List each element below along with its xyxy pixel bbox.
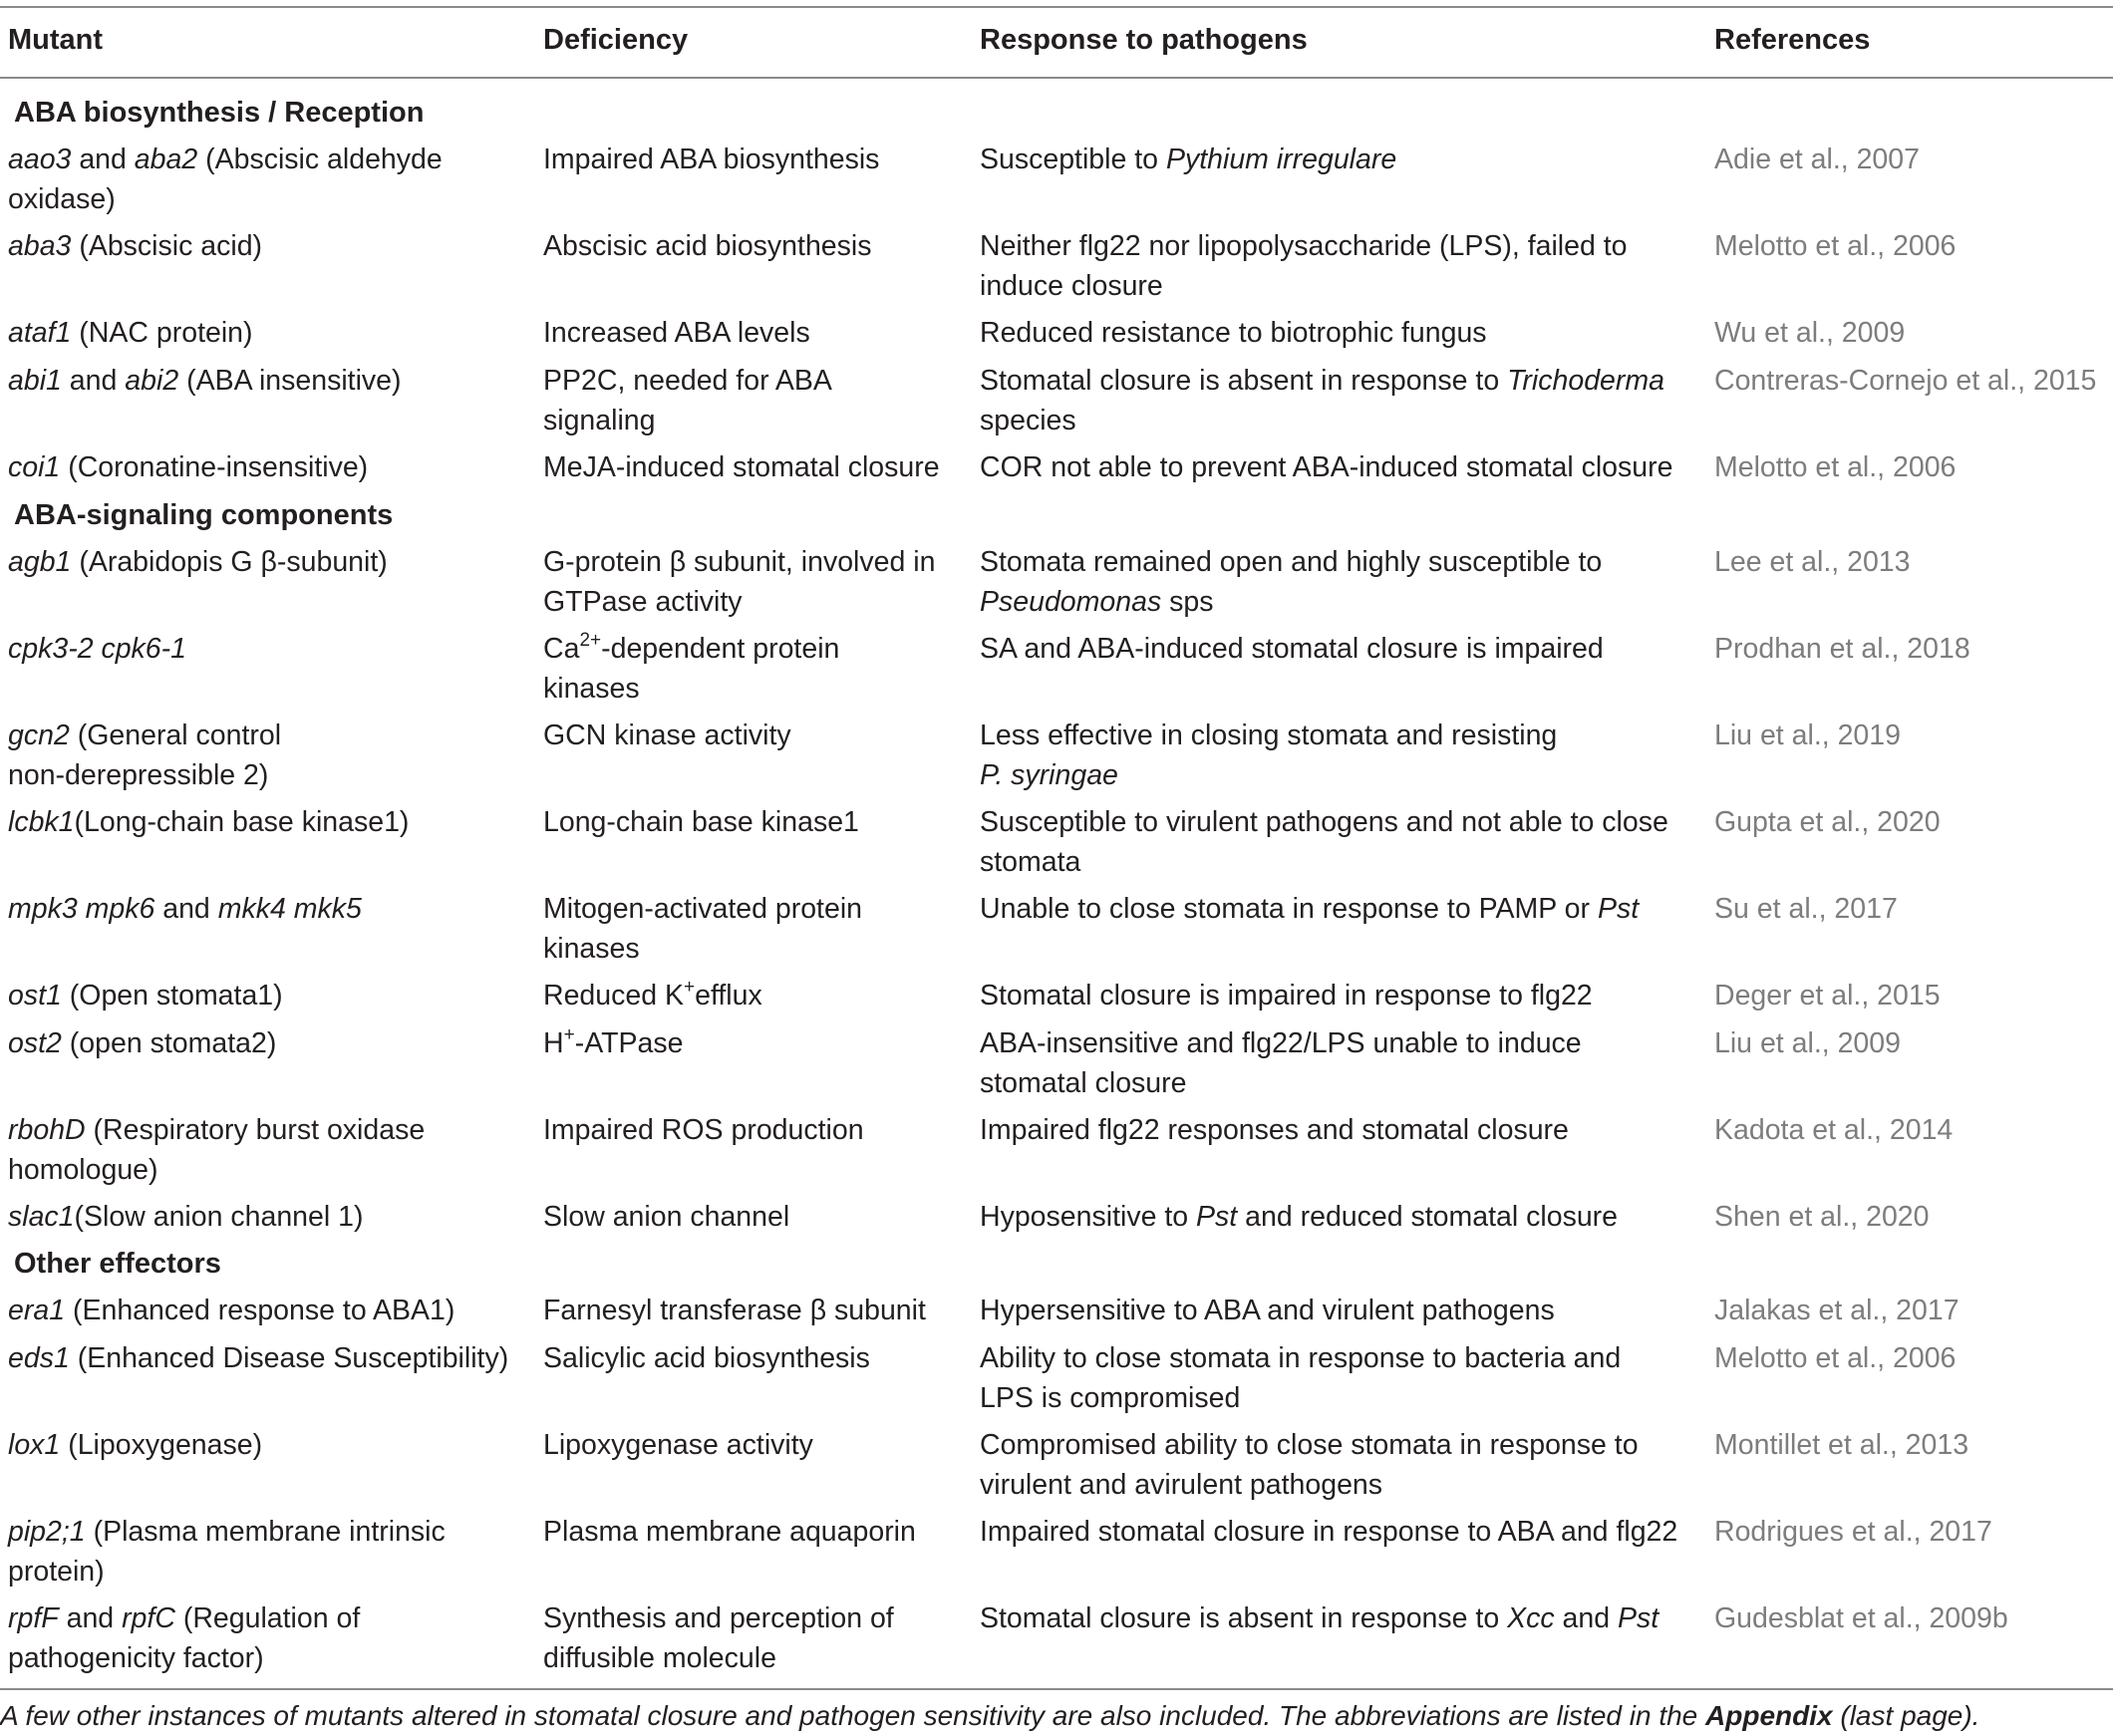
- mutant-cell: agb1 (Arabidopis G β-subunit): [8, 546, 388, 578]
- reference-cell: Liu et al., 2009: [1714, 1027, 1901, 1059]
- header-response: Response to pathogens: [980, 24, 1308, 56]
- response-cell: Hyposensitive to Pst and reduced stomatal closure: [980, 1201, 1619, 1233]
- reference-cell: Liu et al., 2019: [1714, 720, 1901, 751]
- deficiency-cell: Long-chain base kinase1: [543, 806, 859, 838]
- mutant-cell: ost2 (open stomata2): [8, 1027, 277, 1059]
- response-cell: Ability to close stomata in response to bacteria and LPS is compromised: [980, 1342, 1622, 1414]
- response-cell: COR not able to prevent ABA-induced stomatal closure: [980, 451, 1673, 483]
- deficiency-cell: GCN kinase activity: [543, 720, 791, 751]
- mutant-cell: cpk3-2 cpk6-1: [8, 633, 187, 665]
- deficiency-cell: Farnesyl transferase β subunit: [543, 1295, 926, 1326]
- reference-cell: Melotto et al., 2006: [1714, 230, 1957, 262]
- section-aba-signaling: ABA-signaling components: [14, 499, 394, 531]
- mutant-cell: lox1 (Lipoxygenase): [8, 1429, 263, 1461]
- reference-cell: Adie et al., 2007: [1714, 144, 1920, 175]
- reference-cell: Melotto et al., 2006: [1714, 1342, 1957, 1374]
- mutant-cell: eds1 (Enhanced Disease Susceptibility): [8, 1342, 509, 1374]
- reference-cell: Prodhan et al., 2018: [1714, 633, 1970, 665]
- reference-cell: Gudesblat et al., 2009b: [1714, 1602, 2008, 1634]
- response-cell: Hypersensitive to ABA and virulent pathogens: [980, 1295, 1555, 1326]
- mutant-cell: ost1 (Open stomata1): [8, 980, 283, 1012]
- mutant-cell: coi1 (Coronatine-insensitive): [8, 451, 369, 483]
- deficiency-cell: Reduced K+efflux: [543, 977, 762, 1012]
- mutant-cell: gcn2 (General control non-derepressible 2): [8, 720, 282, 791]
- response-cell: Susceptible to Pythium irregulare: [980, 144, 1397, 175]
- mutant-cell: rpfF and rpfC (Regulation of pathogenicity factor): [8, 1602, 361, 1674]
- reference-cell: Montillet et al., 2013: [1714, 1429, 1969, 1461]
- deficiency-cell: $Ca^{2+}$-dependent protein kinases: [543, 630, 840, 705]
- deficiency-cell: PP2C, needed for ABA signaling: [543, 365, 832, 436]
- response-cell: Reduced resistance to biotrophic fungus: [980, 317, 1487, 349]
- bottom-rule: [0, 1688, 2113, 1690]
- mutant-cell: lcbk1(Long-chain base kinase1): [8, 806, 410, 838]
- deficiency-cell: Slow anion channel: [543, 1201, 790, 1233]
- response-cell: Stomatal closure is absent in response to Trichoderma species: [980, 365, 1664, 436]
- deficiency-cell: Abscisic acid biosynthesis: [543, 230, 872, 262]
- deficiency-cell: Impaired ROS production: [543, 1114, 864, 1146]
- response-cell: Stomatal closure is absent in response to Xcc and Pst: [980, 1602, 1660, 1634]
- section-aba-biosynthesis: ABA biosynthesis / Reception: [14, 97, 425, 129]
- section-other-effectors: Other effectors: [14, 1248, 221, 1280]
- response-cell: Compromised ability to close stomata in response to virulent and avirulent pathogens: [980, 1429, 1639, 1501]
- mutant-cell: era1 (Enhanced response to ABA1): [8, 1295, 455, 1326]
- mutant-cell: abi1 and abi2 (ABA insensitive): [8, 365, 402, 397]
- deficiency-cell: H+-ATPase: [543, 1024, 684, 1059]
- reference-cell: Lee et al., 2013: [1714, 546, 1911, 578]
- reference-cell: Gupta et al., 2020: [1714, 806, 1941, 838]
- reference-cell: Deger et al., 2015: [1714, 980, 1941, 1012]
- response-cell: Neither flg22 nor lipopolysaccharide (LPS), failed to induce closure: [980, 230, 1628, 302]
- deficiency-cell: Increased ABA levels: [543, 317, 810, 349]
- response-cell: Susceptible to virulent pathogens and not able to close stomata: [980, 806, 1668, 878]
- reference-cell: Contreras-Cornejo et al., 2015: [1714, 365, 2097, 397]
- response-cell: Stomata remained open and highly susceptible to Pseudomonas sps: [980, 546, 1603, 618]
- mutant-cell: ataf1 (NAC protein): [8, 317, 253, 349]
- mutant-cell: mpk3 mpk6 and mkk4 mkk5: [8, 893, 362, 925]
- response-cell: Impaired stomatal closure in response to ABA and flg22: [980, 1516, 1678, 1548]
- deficiency-cell: Synthesis and perception of diffusible molecule: [543, 1602, 894, 1674]
- mutant-cell: slac1(Slow anion channel 1): [8, 1201, 364, 1233]
- mutant-cell: rbohD (Respiratory burst oxidase homologue): [8, 1114, 426, 1186]
- response-cell: ABA-insensitive and flg22/LPS unable to induce stomatal closure: [980, 1027, 1582, 1099]
- header-references: References: [1714, 24, 1871, 56]
- response-cell: Unable to close stomata in response to PAMP or Pst: [980, 893, 1640, 925]
- deficiency-cell: MeJA-induced stomatal closure: [543, 451, 940, 483]
- deficiency-cell: Plasma membrane aquaporin: [543, 1516, 916, 1548]
- header-deficiency: Deficiency: [543, 24, 689, 56]
- deficiency-cell: Impaired ABA biosynthesis: [543, 144, 880, 175]
- response-cell: SA and ABA-induced stomatal closure is impaired: [980, 633, 1604, 665]
- deficiency-cell: Mitogen-activated protein kinases: [543, 893, 863, 965]
- response-cell: Impaired flg22 responses and stomatal closure: [980, 1114, 1569, 1146]
- mutant-cell: pip2;1 (Plasma membrane intrinsic protein): [8, 1516, 446, 1588]
- response-cell: Stomatal closure is impaired in response to flg22: [980, 980, 1593, 1012]
- deficiency-cell: G-protein β subunit, involved in GTPase activity: [543, 546, 936, 618]
- reference-cell: Wu et al., 2009: [1714, 317, 1906, 349]
- deficiency-cell: Lipoxygenase activity: [543, 1429, 813, 1461]
- reference-cell: Kadota et al., 2014: [1714, 1114, 1954, 1146]
- header-mutant: Mutant: [8, 24, 104, 56]
- reference-cell: Su et al., 2017: [1714, 893, 1898, 925]
- reference-cell: Rodrigues et al., 2017: [1714, 1516, 1992, 1548]
- reference-cell: Shen et al., 2020: [1714, 1201, 1930, 1233]
- deficiency-cell: Salicylic acid biosynthesis: [543, 1342, 870, 1374]
- mutant-cell: aao3 and aba2 (Abscisic aldehyde oxidase): [8, 144, 443, 215]
- reference-cell: Melotto et al., 2006: [1714, 451, 1957, 483]
- response-cell: Less effective in closing stomata and resisting P. syringae: [980, 720, 1558, 791]
- table-footnote: A few other instances of mutants altered in stomatal closure and pathogen sensitivity are also included. The abbreviations are listed in the Appendix (last page).: [0, 1700, 1980, 1731]
- header-rule: [0, 77, 2113, 79]
- reference-cell: Jalakas et al., 2017: [1714, 1295, 1960, 1326]
- top-rule: [0, 6, 2113, 8]
- mutant-cell: aba3 (Abscisic acid): [8, 230, 263, 262]
